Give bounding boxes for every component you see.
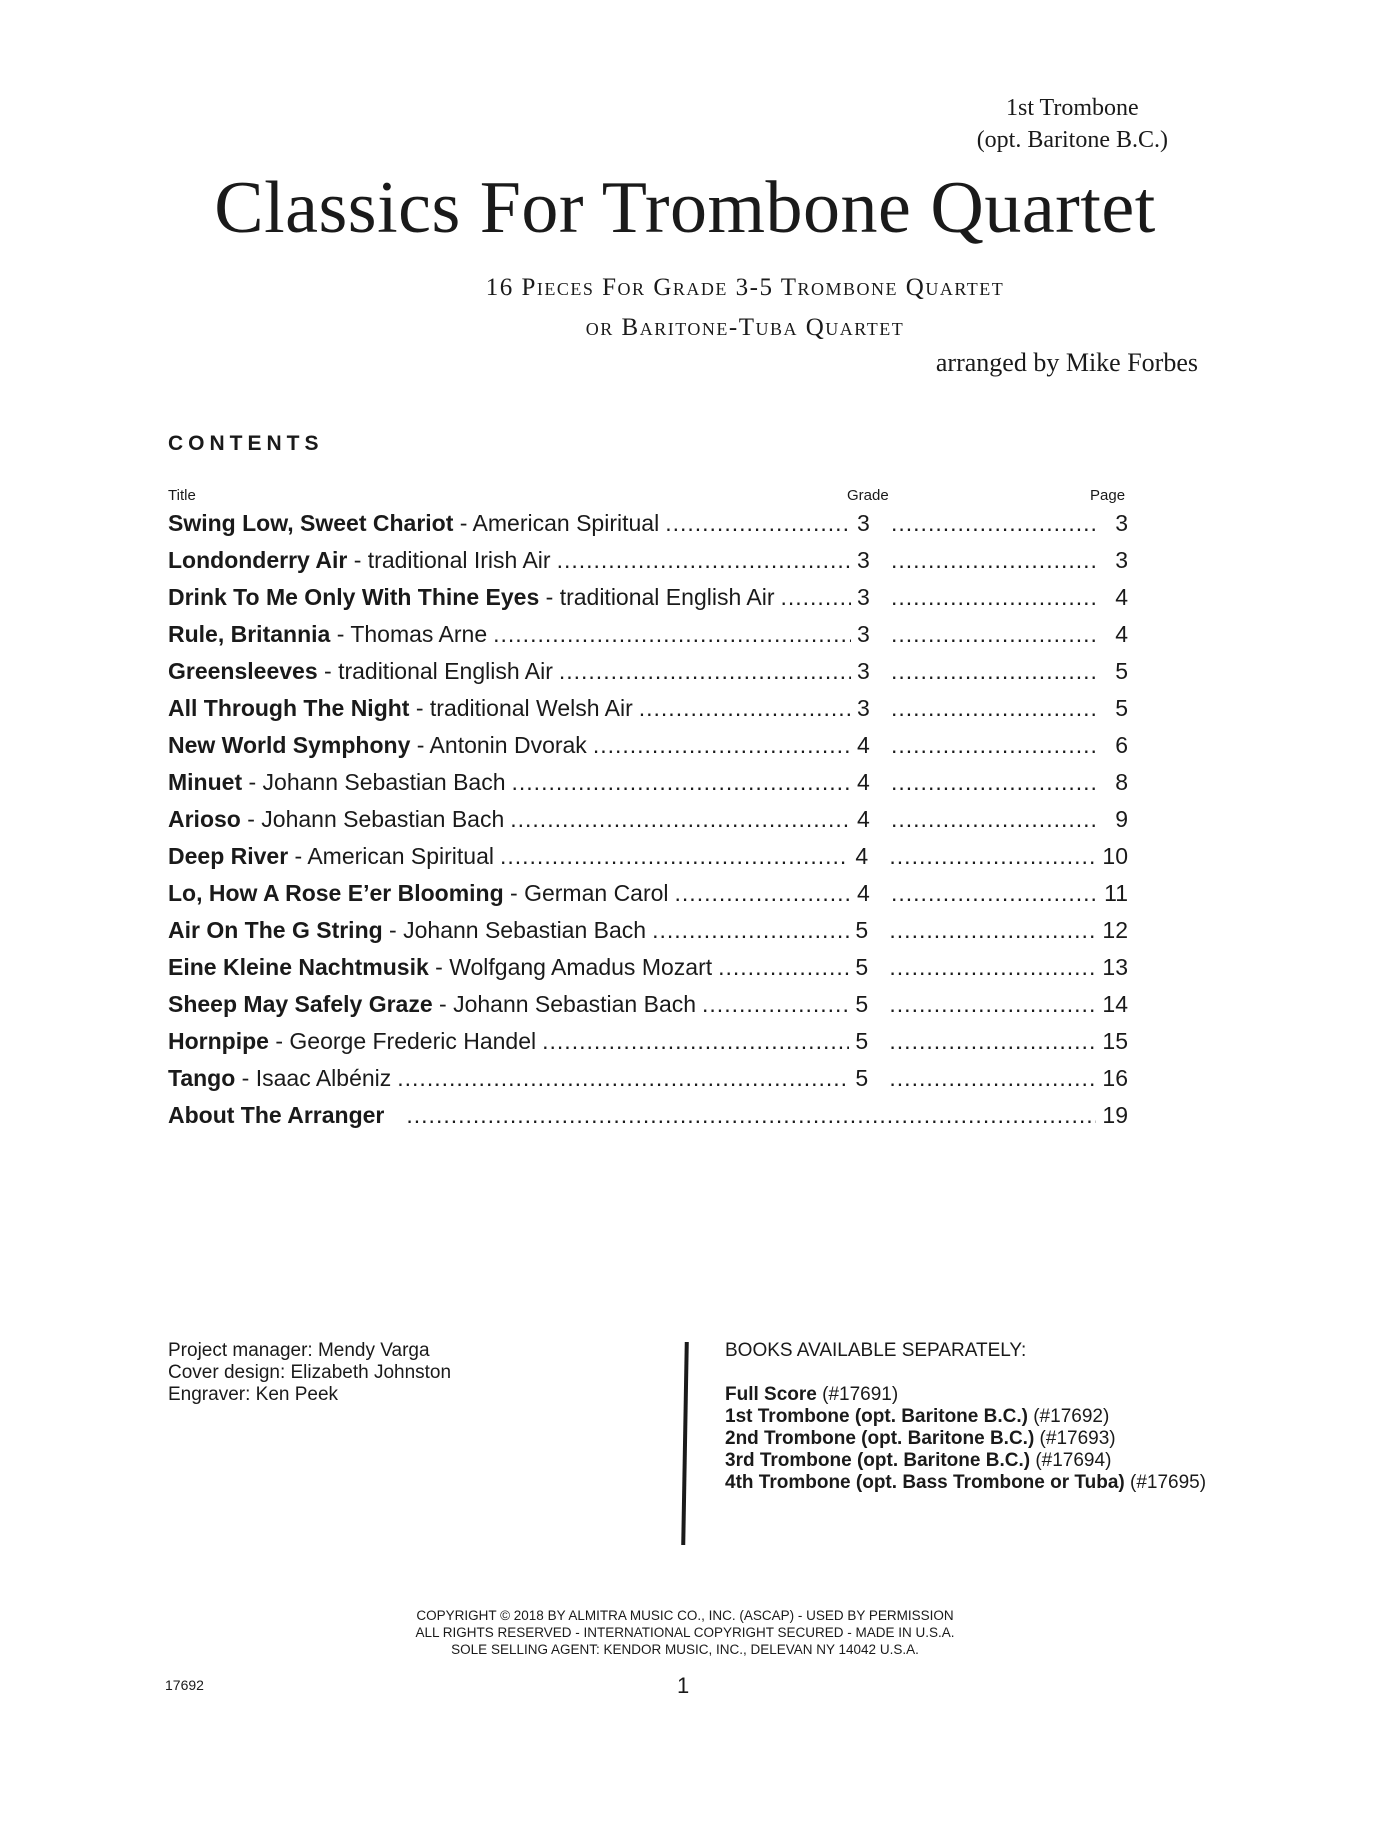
dot-leader <box>397 1065 849 1092</box>
piece-grade: 5 <box>855 991 869 1017</box>
piece-page: 5 <box>1115 695 1128 721</box>
book-item <box>725 1384 1206 1406</box>
piece-grade: 3 <box>857 584 870 610</box>
piece-name: Londonderry Air <box>168 547 348 573</box>
piece-name: Air On The G String <box>168 917 383 943</box>
column-header-title: Title <box>168 487 196 504</box>
piece-page: 12 <box>1102 917 1128 943</box>
credit-line: Cover design: Elizabeth Johnston <box>168 1362 452 1383</box>
piece-composer: - Johann Sebastian Bach <box>240 806 505 832</box>
dot-leader <box>891 584 1096 611</box>
dot-leader <box>889 843 1094 870</box>
piece-name: Lo, How A Rose E’er Blooming <box>168 880 504 906</box>
dot-leader <box>665 510 851 537</box>
piece-grade: 5 <box>855 917 869 943</box>
dot-leader <box>593 732 851 759</box>
dot-leader <box>718 954 849 981</box>
dot-leader <box>891 695 1096 722</box>
catalog-number: 17692 <box>165 1677 204 1693</box>
dot-leader <box>891 658 1096 685</box>
dot-leader <box>889 917 1094 944</box>
contents-row <box>168 695 1128 732</box>
dot-leader <box>889 1028 1094 1055</box>
dot-leader <box>406 1102 1096 1129</box>
piece-composer: - Johann Sebastian Bach <box>382 917 647 943</box>
column-header-grade: Grade <box>847 487 889 504</box>
piece-name: Sheep May Safely Graze <box>168 991 433 1017</box>
piece-page: 4 <box>1115 621 1128 647</box>
piece-name: Minuet <box>168 769 243 795</box>
book-name: 1st Trombone (opt. Baritone B.C.) <box>725 1406 1028 1427</box>
piece-composer: - Johann Sebastian Bach <box>432 991 697 1017</box>
book-name: 4th Trombone (opt. Bass Trombone or Tuba) <box>725 1472 1125 1493</box>
contents-row <box>168 917 1128 954</box>
piece-grade: 4 <box>857 880 870 906</box>
piece-composer: - traditional Irish Air <box>347 547 551 573</box>
piece-composer: - traditional English Air <box>317 658 553 684</box>
piece-grade: 4 <box>855 843 869 869</box>
piece-composer: - Thomas Arne <box>330 621 488 647</box>
books-available <box>725 1340 1206 1494</box>
part-option: (opt. Baritone B.C.) <box>976 127 1168 153</box>
page-number: 1 <box>677 1673 690 1698</box>
dot-leader <box>891 621 1096 648</box>
piece-title <box>168 954 712 981</box>
dot-leader <box>542 1028 849 1055</box>
piece-grade: 5 <box>855 954 869 980</box>
piece-page: 3 <box>1115 510 1128 536</box>
piece-composer: - German Carol <box>503 880 669 906</box>
dot-leader <box>891 806 1096 833</box>
piece-name: Hornpipe <box>168 1028 269 1054</box>
subtitle-line-1: 16 Pieces For Grade 3-5 Trombone Quartet <box>485 274 1005 301</box>
piece-name: Greensleeves <box>168 658 318 684</box>
piece-title <box>168 658 553 685</box>
dot-leader <box>500 843 849 870</box>
dot-leader <box>891 547 1096 574</box>
piece-title <box>168 1065 391 1092</box>
contents-row <box>168 769 1128 806</box>
piece-name: Deep River <box>168 843 289 869</box>
piece-grade: 3 <box>857 547 870 573</box>
piece-page: 11 <box>1104 880 1128 906</box>
dot-leader <box>889 991 1094 1018</box>
piece-page: 14 <box>1102 991 1128 1017</box>
piece-composer: - Johann Sebastian Bach <box>242 769 506 795</box>
dot-leader <box>889 954 1094 981</box>
contents-row <box>168 621 1128 658</box>
piece-title <box>168 917 646 944</box>
dot-leader <box>512 769 851 796</box>
piece-composer: - Isaac Albéniz <box>235 1065 392 1091</box>
piece-page: 5 <box>1115 658 1128 684</box>
piece-name: All Through The Night <box>168 695 410 721</box>
book-name: 3rd Trombone (opt. Baritone B.C.) <box>725 1450 1031 1471</box>
piece-grade: 3 <box>857 695 870 721</box>
piece-page: 3 <box>1115 547 1128 573</box>
book-subtitle <box>0 268 1388 348</box>
contents-row-about <box>168 1102 1128 1139</box>
book-item <box>725 1472 1206 1494</box>
contents-row <box>168 1065 1128 1102</box>
copyright-line: COPYRIGHT © 2018 BY ALMITRA MUSIC CO., INC. (ASCAP) - USED BY PERMISSION <box>416 1608 954 1623</box>
piece-grade: 3 <box>857 510 870 536</box>
dot-leader <box>780 584 851 611</box>
piece-title <box>168 1028 536 1055</box>
piece-grade: 5 <box>855 1065 869 1091</box>
book-item <box>725 1450 1206 1472</box>
piece-page: 15 <box>1102 1028 1128 1054</box>
piece-page: 13 <box>1102 954 1128 980</box>
book-name: Full Score <box>725 1384 817 1405</box>
book-code: (#17693) <box>1034 1428 1116 1449</box>
dot-leader <box>891 510 1096 537</box>
piece-page: 4 <box>1115 584 1128 610</box>
book-code: (#17694) <box>1030 1450 1112 1471</box>
piece-title <box>168 621 487 648</box>
piece-title <box>168 880 669 907</box>
book-item <box>725 1428 1206 1450</box>
book-code: (#17695) <box>1124 1472 1207 1493</box>
contents-row <box>168 991 1128 1028</box>
credit-line: Project manager: Mendy Varga <box>168 1340 430 1361</box>
book-item <box>725 1406 1206 1428</box>
dot-leader <box>891 880 1096 907</box>
piece-composer: - American Spiritual <box>288 843 494 869</box>
piece-composer: - traditional English Air <box>539 584 775 610</box>
book-name: 2nd Trombone (opt. Baritone B.C.) <box>725 1428 1035 1449</box>
piece-composer: - Wolfgang Amadus Mozart <box>428 954 713 980</box>
contents-heading: CONTENTS <box>168 432 324 455</box>
dot-leader <box>675 880 851 907</box>
contents-row <box>168 658 1128 695</box>
dot-leader <box>493 621 851 648</box>
piece-page: 6 <box>1115 732 1128 758</box>
piece-title <box>168 695 633 722</box>
piece-grade: 3 <box>857 658 870 684</box>
piece-title <box>168 732 587 759</box>
piece-title <box>168 843 494 870</box>
subtitle-line-2: or Baritone-Tuba Quartet <box>585 314 905 341</box>
about-arranger-title: About The Arranger <box>168 1102 385 1128</box>
dot-leader <box>891 769 1096 796</box>
piece-name: New World Symphony <box>168 732 411 758</box>
dot-leader <box>510 806 851 833</box>
book-code: (#17691) <box>816 1384 899 1405</box>
piece-composer: - George Frederic Handel <box>268 1028 537 1054</box>
piece-page: 8 <box>1115 769 1128 795</box>
piece-title <box>168 991 696 1018</box>
contents-row <box>168 1028 1128 1065</box>
contents-row <box>168 806 1128 843</box>
dot-leader <box>891 732 1096 759</box>
piece-name: Arioso <box>168 806 241 832</box>
piece-composer: - American Spiritual <box>453 510 660 536</box>
piece-title <box>168 547 551 574</box>
piece-composer: - Antonin Dvorak <box>410 732 587 758</box>
piece-composer: - traditional Welsh Air <box>409 695 633 721</box>
books-heading: BOOKS AVAILABLE SEPARATELY: <box>725 1340 1027 1361</box>
arranger-credit: arranged by Mike Forbes <box>935 348 1198 377</box>
contents-row <box>168 547 1128 584</box>
contents-row <box>168 510 1128 547</box>
credit-line: Engraver: Ken Peek <box>168 1384 339 1405</box>
piece-grade: 3 <box>857 621 870 647</box>
piece-page: 9 <box>1115 806 1128 832</box>
piece-name: Eine Kleine Nachtmusik <box>168 954 429 980</box>
piece-name: Rule, Britannia <box>168 621 331 647</box>
part-label <box>977 92 1168 156</box>
dot-leader <box>639 695 851 722</box>
piece-page: 10 <box>1102 843 1128 869</box>
about-arranger-page: 19 <box>1102 1102 1128 1128</box>
piece-grade: 5 <box>855 1028 869 1054</box>
piece-title <box>168 510 659 537</box>
contents-row <box>168 732 1128 769</box>
production-credits <box>168 1340 451 1406</box>
piece-title <box>168 769 506 796</box>
contents-row <box>168 843 1128 880</box>
copyright-line: ALL RIGHTS RESERVED - INTERNATIONAL COPYRIGHT SECURED - MADE IN U.S.A. <box>415 1625 955 1640</box>
piece-title <box>168 806 504 833</box>
piece-name: Drink To Me Only With Thine Eyes <box>168 584 540 610</box>
dot-leader <box>559 658 851 685</box>
dot-leader <box>889 1065 1094 1092</box>
contents-row <box>168 954 1128 991</box>
contents-list <box>168 510 1128 1139</box>
book-code: (#17692) <box>1027 1406 1110 1427</box>
part-name: 1st Trombone <box>1005 95 1139 121</box>
piece-name: Swing Low, Sweet Chariot <box>168 510 454 536</box>
contents-row <box>168 584 1128 621</box>
dot-leader <box>557 547 851 574</box>
copyright-notice <box>0 1607 1370 1658</box>
vertical-divider <box>681 1342 689 1545</box>
contents-row <box>168 880 1128 917</box>
piece-grade: 4 <box>857 806 870 832</box>
piece-page: 16 <box>1102 1065 1128 1091</box>
copyright-line: SOLE SELLING AGENT: KENDOR MUSIC, INC., DELEVAN NY 14042 U.S.A. <box>451 1642 919 1657</box>
column-header-page: Page <box>1090 487 1126 504</box>
dot-leader <box>702 991 849 1018</box>
piece-grade: 4 <box>857 769 870 795</box>
dot-leader <box>652 917 849 944</box>
piece-grade: 4 <box>857 732 870 758</box>
piece-name: Tango <box>168 1065 236 1091</box>
piece-title <box>168 584 774 611</box>
book-title: Classics For Trombone Quartet <box>214 167 1156 249</box>
